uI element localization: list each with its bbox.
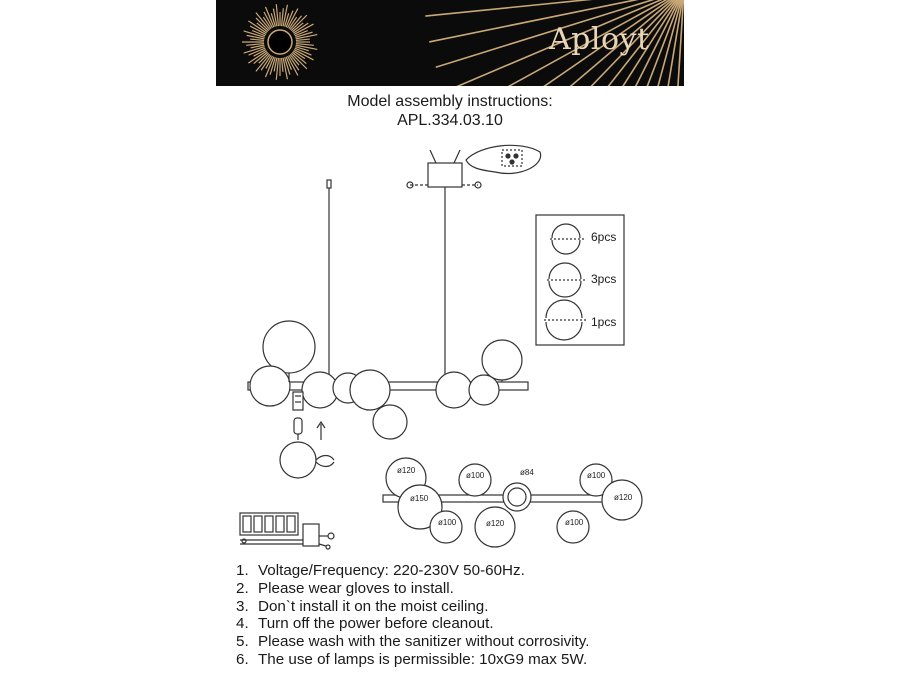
dimension-label: ø120 <box>397 466 416 475</box>
instruction-item: 2. Please wear gloves to install. <box>236 579 454 597</box>
instructions-list <box>236 562 589 669</box>
ceiling-canopy <box>407 150 481 188</box>
dimension-label: ø100 <box>587 471 606 480</box>
instruction-item: 5. Please wash with the sanitizer without corrosivity. <box>236 633 590 651</box>
connector-detail <box>466 145 541 173</box>
instruction-item: 1. Voltage/Frequency: 220-230V 50-60Hz. <box>236 562 525 579</box>
parts-qty-3: 1pcs <box>591 315 617 329</box>
dimension-label: ø84 <box>520 468 534 477</box>
brand-logo-text: Aployt <box>549 22 650 57</box>
model-number: APL.334.03.10 <box>397 112 503 129</box>
dimension-label: ø100 <box>565 518 584 527</box>
dimension-label: ø100 <box>438 518 457 527</box>
page-title: Model assembly instructions: <box>347 93 553 110</box>
parts-shades <box>544 224 588 340</box>
instruction-item: 6. The use of lamps is permissible: 10xG9 max 5W. <box>236 650 588 668</box>
dimension-label: ø100 <box>466 471 485 480</box>
parts-qty-2: 3pcs <box>591 272 617 286</box>
instruction-item: 4. Turn off the power before cleanout. <box>236 615 494 633</box>
fixture-shades <box>250 321 522 439</box>
instruction-item: 3. Don`t install it on the moist ceiling. <box>236 597 489 615</box>
wiring-diagram <box>240 513 334 549</box>
dimension-label: ø120 <box>486 519 505 528</box>
dimension-label: ø150 <box>410 494 429 503</box>
dimension-label: ø120 <box>614 493 633 502</box>
parts-qty-1: 6pcs <box>591 230 617 244</box>
